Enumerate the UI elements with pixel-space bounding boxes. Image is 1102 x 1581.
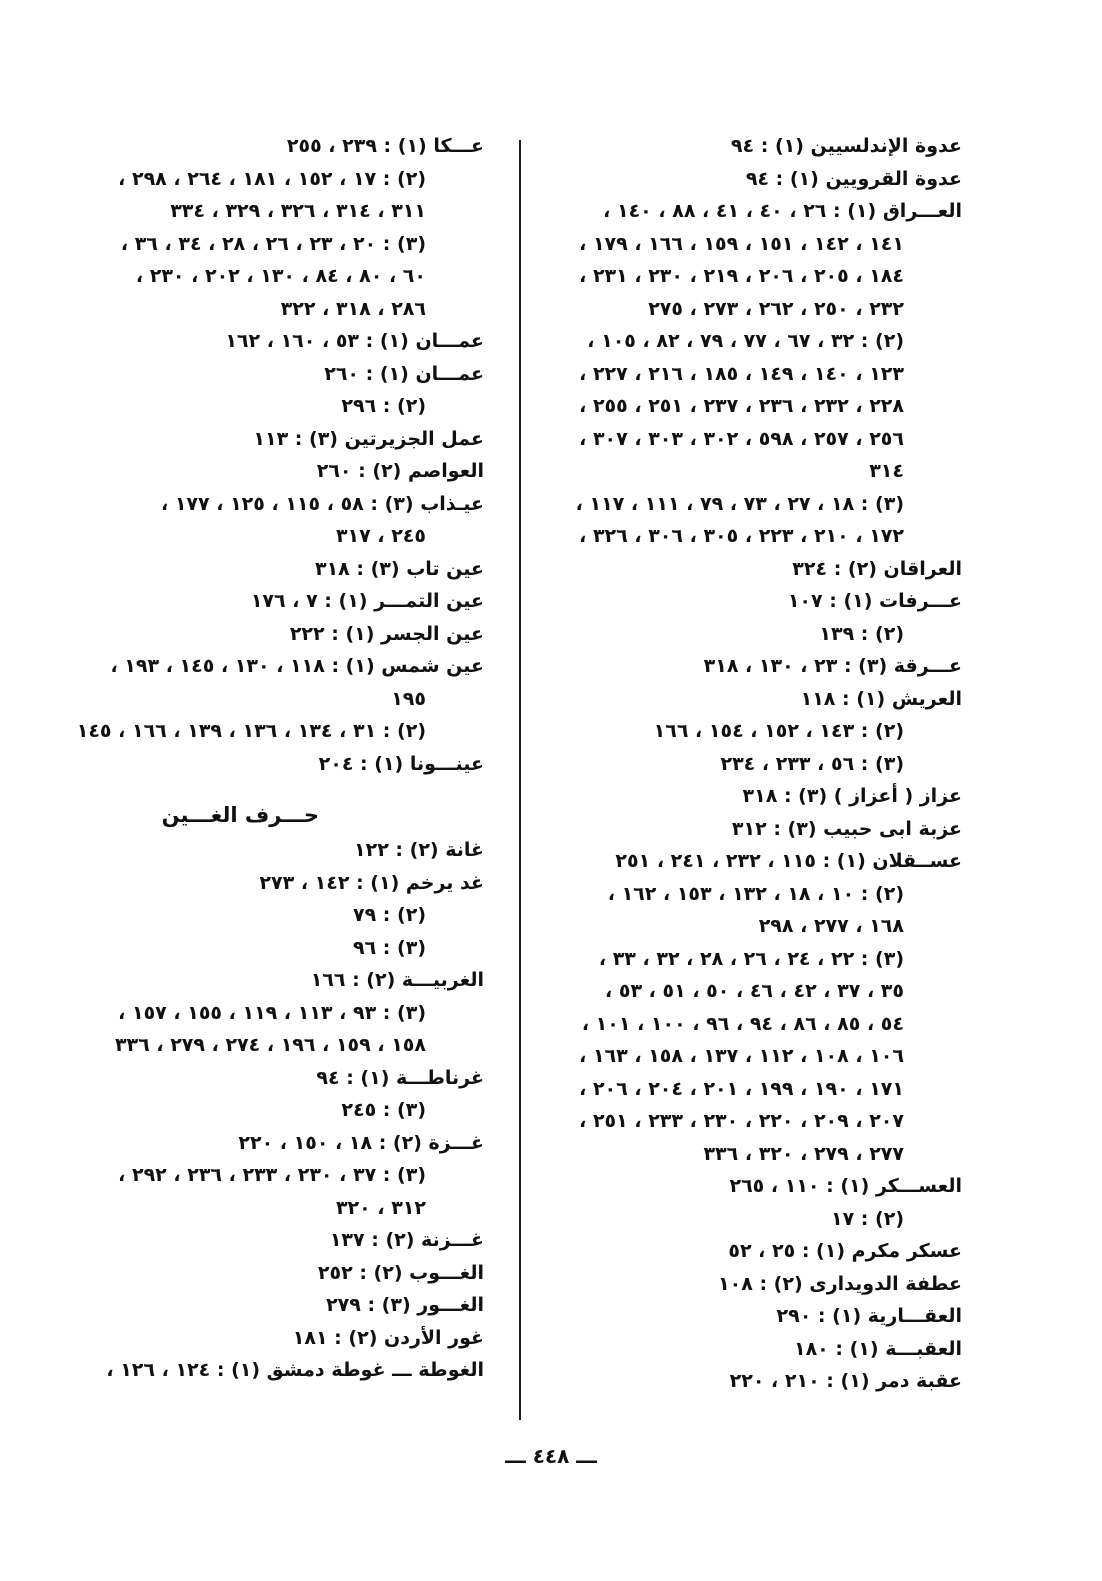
index-entry-continuation: ٥٤ ، ٨٥ ، ٨٦ ، ٩٤ ، ٩٦ ، ١٠٠ ، ١٠١ ،	[581, 1012, 904, 1035]
index-entry: غور الأردن (٢) : ١٨١	[292, 1326, 484, 1349]
index-entry: عقبة دمر (١) : ٢١٠ ، ٢٢٠	[729, 1370, 962, 1392]
index-entry: عين التمـــر (١) : ٧ ، ١٧٦	[250, 590, 484, 612]
index-entry-continuation: (٣) : ٢٢ ، ٢٤ ، ٢٦ ، ٢٨ ، ٣٢ ، ٣٣ ،	[598, 947, 904, 970]
index-entry: العواصم (٢) : ٢٦٠	[316, 460, 484, 482]
index-column-left-bottom	[74, 834, 484, 1387]
section-heading: حـــرف الغـــين	[161, 803, 319, 827]
index-entry-continuation: ٢٤٥ ، ٣١٧	[335, 525, 426, 547]
index-entry: العقبـــة (١) : ١٨٠	[793, 1337, 962, 1360]
index-entry: العقـــارية (١) : ٢٩٠	[776, 1305, 962, 1327]
index-entry: العـــراق (١) : ٢٦ ، ٤٠ ، ٤١ ، ٨٨ ، ١٤٠ ،	[603, 200, 962, 222]
index-entry: عيـذاب (٣) : ٥٨ ، ١١٥ ، ١٢٥ ، ١٧٧ ،	[160, 492, 484, 515]
index-entry: عـــرفات (١) : ١٠٧	[787, 590, 962, 612]
index-entry: العســـكر (١) : ١١٠ ، ٢٦٥	[729, 1175, 962, 1197]
index-entry-continuation: (٣) : ١٨ ، ٢٧ ، ٧٣ ، ٧٩ ، ١١١ ، ١١٧ ،	[575, 492, 904, 515]
index-entry: عين الجسر (١) : ٢٢٢	[289, 622, 484, 645]
index-entry-continuation: ٢٧٧ ، ٢٧٩ ، ٣٢٠ ، ٣٣٦	[703, 1142, 904, 1165]
index-entry: غانة (٢) : ١٢٢	[354, 839, 484, 861]
index-entry: الغربيـــة (٢) : ١٦٦	[310, 969, 484, 991]
index-entry-continuation: ٦٠ ، ٨٠ ، ٨٤ ، ١٣٠ ، ٢٠٢ ، ٢٣٠ ،	[135, 265, 426, 287]
index-entry-continuation: (٣) : ٢٤٥	[341, 1099, 426, 1121]
index-entry-continuation: ٣١٤	[869, 460, 904, 482]
index-entry-continuation: ٢٨٦ ، ٣١٨ ، ٣٢٢	[280, 297, 426, 320]
index-entry-continuation: ٣٥ ، ٣٧ ، ٤٢ ، ٤٦ ، ٥٠ ، ٥١ ، ٥٣ ،	[605, 980, 904, 1002]
index-entry-continuation: ٢٣٢ ، ٢٥٠ ، ٢٦٢ ، ٢٧٣ ، ٢٧٥	[648, 297, 904, 320]
column-divider	[519, 140, 521, 1420]
index-entry: غـــزنة (٢) : ١٣٧	[329, 1229, 484, 1251]
index-column-left	[74, 130, 484, 1387]
index-entry: العراقان (٢) : ٣٢٤	[792, 557, 962, 580]
index-entry-continuation: ٣١١ ، ٣١٤ ، ٣٢٦ ، ٣٢٩ ، ٣٣٤	[170, 200, 426, 222]
index-entry-continuation: (٣) : ٣٧ ، ٢٣٠ ، ٢٣٣ ، ٢٣٦ ، ٢٩٢ ،	[118, 1164, 426, 1186]
index-entry: عمـــان (١) : ٢٦٠	[324, 362, 484, 385]
index-entry: عمـــان (١) : ٥٣ ، ١٦٠ ، ١٦٢	[225, 330, 484, 352]
index-entry-continuation: (٣) : ٥٦ ، ٢٣٣ ، ٢٣٤	[720, 752, 904, 775]
index-entry-continuation: ١٨٤ ، ٢٠٥ ، ٢٠٦ ، ٢١٩ ، ٢٣٠ ، ٢٣١ ،	[579, 265, 904, 287]
index-entry: الغـــوب (٢) : ٢٥٢	[317, 1261, 484, 1284]
index-entry-continuation: (٣) : ٩٣ ، ١١٣ ، ١١٩ ، ١٥٥ ، ١٥٧ ،	[118, 1001, 426, 1024]
index-entry: عزبة ابى حبيب (٣) : ٣١٢	[731, 817, 962, 840]
index-entry: عينـــونا (١) : ٢٠٤	[318, 752, 484, 775]
index-entry-continuation: (٢) : ١٣٩	[819, 622, 904, 645]
index-entry-continuation: ٣١٢ ، ٣٢٠	[335, 1196, 426, 1219]
index-entry: عزاز ( أعزاز ) (٣) : ٣١٨	[742, 785, 962, 807]
index-entry-continuation: ٢٠٧ ، ٢٠٩ ، ٢٢٠ ، ٢٣٠ ، ٢٣٣ ، ٢٥١ ،	[579, 1110, 904, 1132]
index-entry-continuation: (٢) : ١٠ ، ١٨ ، ١٣٢ ، ١٥٣ ، ١٦٢ ،	[607, 882, 904, 905]
index-entry: عسكر مكرم (١) : ٢٥ ، ٥٢	[728, 1240, 962, 1262]
index-entry: عـــكا (١) : ٢٣٩ ، ٢٥٥	[286, 135, 484, 157]
index-entry-continuation: (٢) : ٢٩٦	[341, 395, 426, 417]
index-entry-continuation: ٢٥٦ ، ٢٥٧ ، ٥٩٨ ، ٣٠٢ ، ٣٠٣ ، ٣٠٧ ،	[579, 427, 904, 450]
index-entry-continuation: ١٥٨ ، ١٥٩ ، ١٩٦ ، ٢٧٤ ، ٢٧٩ ، ٣٣٦	[114, 1034, 426, 1056]
index-column-left-top	[74, 130, 484, 780]
index-entry: عين شمس (١) : ١١٨ ، ١٣٠ ، ١٤٥ ، ١٩٣ ،	[110, 655, 484, 677]
index-entry-continuation: ١٧٢ ، ٢١٠ ، ٢٢٣ ، ٣٠٥ ، ٣٠٦ ، ٣٢٦ ،	[579, 525, 904, 547]
index-column-right	[550, 130, 962, 1398]
index-entry-continuation: ١٦٨ ، ٢٧٧ ، ٢٩٨	[758, 915, 904, 937]
index-entry: الغوطة ـــ غوطة دمشق (١) : ١٢٤ ، ١٢٦ ،	[106, 1359, 484, 1381]
index-entry-continuation: ١٧١ ، ١٩٠ ، ١٩٩ ، ٢٠١ ، ٢٠٤ ، ٢٠٦ ،	[579, 1077, 904, 1100]
index-entry: غد يرخم (١) : ١٤٢ ، ٢٧٣	[259, 871, 484, 894]
index-entry: غرناطـــة (١) : ٩٤	[316, 1066, 484, 1089]
index-entry-continuation: (٢) : ٣١ ، ١٣٤ ، ١٣٦ ، ١٣٩ ، ١٦٦ ، ١٤٥	[76, 720, 426, 742]
index-entry: غـــزة (٢) : ١٨ ، ١٥٠ ، ٢٢٠	[238, 1131, 484, 1154]
index-entry-continuation: (٣) : ٢٠ ، ٢٣ ، ٢٦ ، ٢٨ ، ٣٤ ، ٣٦ ،	[120, 232, 426, 255]
index-entry-continuation: (٢) : ١٧	[830, 1207, 904, 1230]
index-entry: عـــرقة (٣) : ٢٣ ، ١٣٠ ، ٣١٨	[703, 655, 962, 677]
index-entry-continuation: ١٠٦ ، ١٠٨ ، ١١٢ ، ١٣٧ ، ١٥٨ ، ١٦٣ ،	[579, 1045, 904, 1067]
index-entry-continuation: (٢) : ٧٩	[352, 904, 426, 926]
page-number: ـــ ٤٤٨ ـــ	[505, 1444, 597, 1468]
index-entry: عدوة القرويين (١) : ٩٤	[745, 167, 962, 190]
index-entry-continuation: (٢) : ٣٢ ، ٦٧ ، ٧٧ ، ٧٩ ، ٨٢ ، ١٠٥ ،	[587, 330, 904, 352]
index-entry-continuation: ١٤١ ، ١٤٢ ، ١٥١ ، ١٥٩ ، ١٦٦ ، ١٧٩ ،	[579, 232, 904, 255]
index-entry: العريش (١) : ١١٨	[800, 687, 962, 710]
index-entry-continuation: ٢٢٨ ، ٢٣٢ ، ٢٣٦ ، ٢٣٧ ، ٢٥١ ، ٢٥٥ ،	[579, 395, 904, 417]
index-entry-continuation: ١٩٥	[391, 687, 426, 710]
index-entry: عســقلان (١) : ١١٥ ، ٢٣٢ ، ٢٤١ ، ٢٥١	[615, 850, 962, 872]
index-entry: الغـــور (٣) : ٢٧٩	[326, 1294, 484, 1316]
index-entry-continuation: (٢) : ١٧ ، ١٥٢ ، ١٨١ ، ٢٦٤ ، ٢٩٨ ،	[118, 167, 426, 190]
index-entry: عطفة الدويدارى (٢) : ١٠٨	[718, 1272, 962, 1295]
index-entry-continuation: (٣) : ٩٦	[352, 936, 426, 959]
index-entry: عمل الجزيرتين (٣) : ١١٣	[253, 427, 484, 450]
index-entry: عدوة الإندلسيين (١) : ٩٤	[730, 135, 962, 157]
index-entry: عين تاب (٣) : ٣١٨	[314, 557, 484, 580]
index-entry-continuation: ١٢٣ ، ١٤٠ ، ١٤٩ ، ١٨٥ ، ٢١٦ ، ٢٢٧ ،	[579, 362, 904, 385]
index-entry-continuation: (٢) : ١٤٣ ، ١٥٢ ، ١٥٤ ، ١٦٦	[653, 720, 904, 742]
